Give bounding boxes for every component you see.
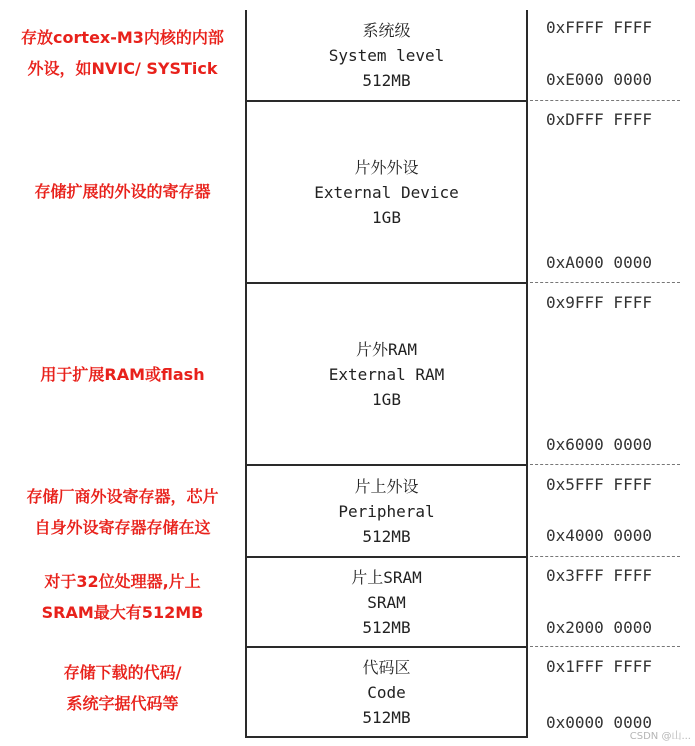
address-high: 0xDFFF FFFF [546, 110, 652, 129]
address-low: 0x6000 0000 [546, 435, 652, 454]
region-cn-label: 代码区 [362, 657, 411, 677]
annotation-system-level [0, 22, 245, 84]
region-size: 512MB [362, 707, 411, 727]
region-cn-label: 片外RAM [356, 339, 417, 359]
address-low: 0x4000 0000 [546, 526, 652, 545]
region-cn-label: 片上外设 [354, 476, 419, 496]
address-low: 0xA000 0000 [546, 253, 652, 272]
memory-map [245, 10, 528, 738]
annotation-code [0, 657, 245, 719]
region-en-label: Peripheral [338, 501, 435, 521]
region-en-label: SRAM [367, 592, 406, 612]
annotation-line: 存放cortex-M3内核的内部 [21, 28, 224, 47]
region-size: 512MB [362, 70, 411, 90]
region-cn-label: 系统级 [362, 20, 411, 40]
region-en-label: Code [367, 682, 406, 702]
region-external-ram [247, 284, 526, 464]
annotation-line: 外设，如NVIC/ SYSTick [27, 59, 218, 78]
annotation-peripheral [0, 481, 245, 543]
address-high: 0x5FFF FFFF [546, 475, 652, 494]
address-boundary-line [530, 556, 680, 557]
region-size: 512MB [362, 526, 411, 546]
region-peripheral [247, 466, 526, 556]
region-divider [245, 282, 528, 284]
region-size: 1GB [372, 207, 401, 227]
annotation-line: 存储扩展的外设的寄存器 [34, 182, 211, 201]
annotation-line: SRAM最大有512MB [41, 603, 204, 622]
region-sram [247, 558, 526, 646]
annotation-line: 存储厂商外设寄存器，芯片 [26, 487, 219, 506]
annotation-line: 对于32位处理器,片上 [44, 572, 201, 591]
annotation-sram [0, 566, 245, 628]
region-en-label: External Device [314, 182, 459, 202]
address-boundary-line [530, 100, 680, 101]
region-divider [245, 464, 528, 466]
region-size: 1GB [372, 389, 401, 409]
region-en-label: External RAM [328, 364, 445, 384]
annotation-line: 自身外设寄存器存储在这 [34, 518, 211, 537]
annotation-line: 存储下载的代码/ [63, 663, 182, 682]
address-boundary-line [530, 464, 680, 465]
address-low: 0x2000 0000 [546, 618, 652, 637]
region-divider [245, 556, 528, 558]
annotation-external-device [0, 176, 245, 207]
address-high: 0x9FFF FFFF [546, 293, 652, 312]
address-low: 0x0000 0000 [546, 713, 652, 732]
region-cn-label: 片外外设 [354, 157, 419, 177]
region-en-label: System level [328, 45, 445, 65]
region-system-level [247, 10, 526, 100]
annotation-line: 用于扩展RAM或flash [40, 365, 205, 384]
annotation-external-ram [0, 359, 245, 390]
address-high: 0x1FFF FFFF [546, 657, 652, 676]
region-divider [245, 646, 528, 648]
region-code [247, 648, 526, 736]
region-divider [245, 100, 528, 102]
annotation-line: 系统字据代码等 [66, 694, 179, 713]
address-boundary-line [530, 646, 680, 647]
region-external-device [247, 102, 526, 282]
address-low: 0xE000 0000 [546, 70, 652, 89]
region-cn-label: 片上SRAM [351, 567, 422, 587]
address-boundary-line [530, 282, 680, 283]
address-high: 0x3FFF FFFF [546, 566, 652, 585]
address-high: 0xFFFF FFFF [546, 18, 652, 37]
watermark: CSDN @山... [629, 731, 691, 742]
region-size: 512MB [362, 617, 411, 637]
